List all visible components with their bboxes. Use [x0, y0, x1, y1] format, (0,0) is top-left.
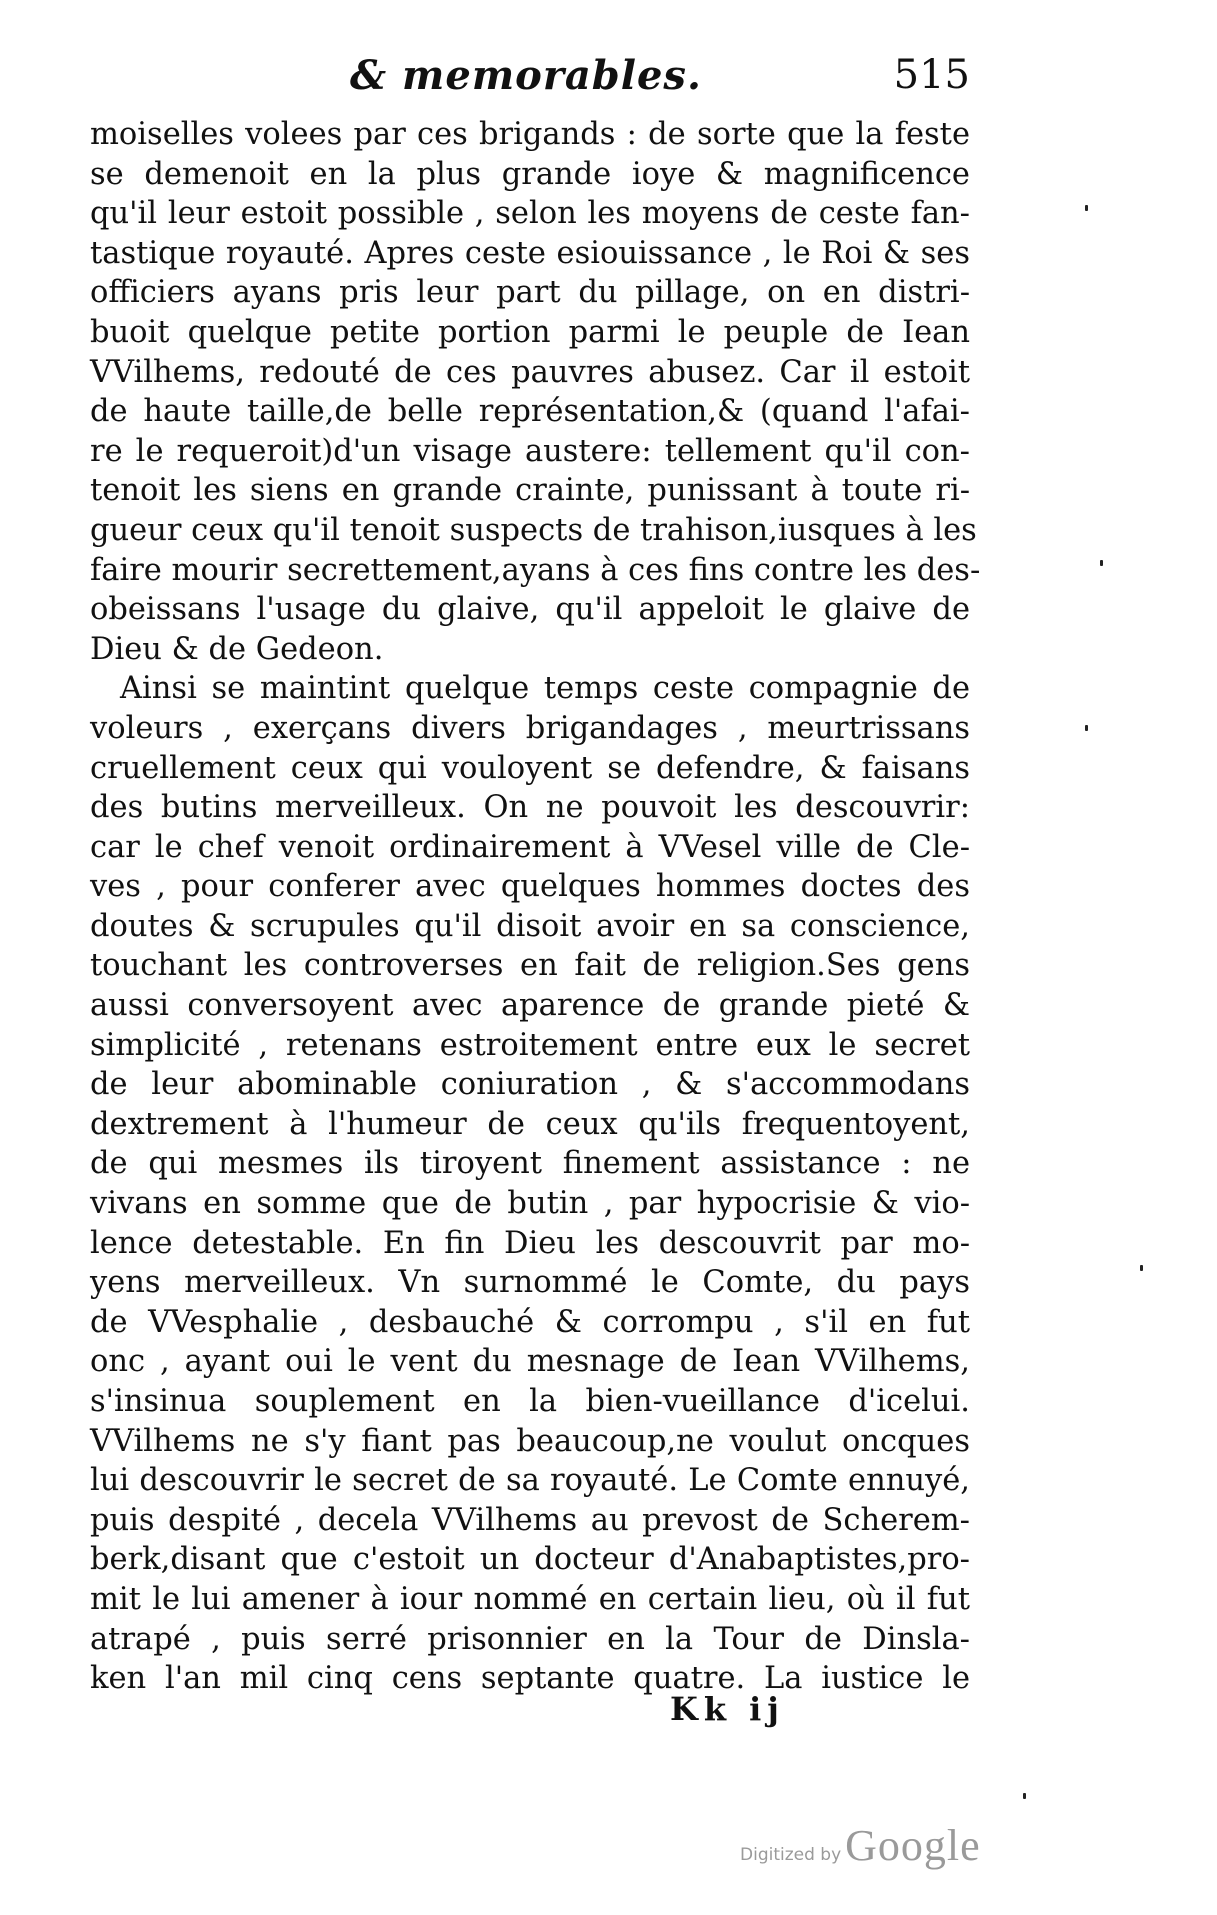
text-line: Ainsi se maintint quelque temps ceste compagnie de — [120, 671, 970, 707]
ink-speck — [1085, 205, 1088, 211]
text-line: re le requeroit)d'un visage austere: tellement qu'il con- — [90, 433, 970, 469]
text-line: lui descouvrir le secret de sa royauté. Le Comte ennuyé, — [90, 1463, 970, 1499]
text-line: qu'il leur estoit possible , selon les moyens de ceste fan- — [90, 196, 970, 232]
text-line: gueur ceux qu'il tenoit suspects de trahison,iusques à les — [90, 512, 977, 548]
page-header — [90, 52, 970, 112]
text-line: de qui mesmes ils tiroyent finement assistance : ne — [90, 1146, 970, 1182]
google-logo: Google — [845, 1821, 981, 1870]
text-line: car le chef venoit ordinairement à VVesel ville de Cle- — [90, 829, 970, 865]
page-number: 515 — [893, 52, 970, 98]
ink-speck — [1023, 1793, 1026, 1799]
text-line: tenoit les siens en grande crainte, punissant à toute ri- — [90, 473, 970, 509]
text-line: doutes & scrupules qu'il disoit avoir en sa conscience, — [90, 908, 970, 944]
text-line: moiselles volees par ces brigands : de sorte que la feste — [90, 117, 970, 152]
text-line: tastique royauté. Apres ceste esiouissance , le Roi & ses — [90, 235, 970, 271]
body-text — [90, 115, 981, 1699]
text-line: yens merveilleux. Vn surnommé le Comte, du pays — [90, 1265, 970, 1301]
text-line: de haute taille,de belle représentation,& (quand l'afai- — [90, 394, 970, 430]
text-line: dextrement à l'humeur de ceux qu'ils frequentoyent, — [90, 1106, 970, 1142]
text-line: onc , ayant oui le vent du mesnage de Iean VVilhems, — [90, 1344, 970, 1380]
text-line: buoit quelque petite portion parmi le peuple de Iean — [90, 314, 970, 350]
ink-speck — [1140, 1265, 1143, 1271]
text-line: cruellement ceux qui vouloyent se defendre, & faisans — [90, 750, 970, 786]
text-line: lence detestable. En fin Dieu les descouvrit par mo- — [90, 1225, 970, 1261]
running-title: & memorables. — [350, 52, 702, 99]
text-line: vivans en somme que de butin , par hypocrisie & vio- — [90, 1186, 970, 1222]
text-line: ves , pour conferer avec quelques hommes doctes des — [90, 869, 970, 905]
digitization-watermark — [740, 1820, 981, 1871]
ink-speck — [1085, 725, 1088, 731]
text-line: berk,disant que c'estoit un docteur d'Anabaptistes,pro- — [90, 1542, 970, 1578]
text-line: faire mourir secrettement,ayans à ces fins contre les des- — [90, 552, 981, 588]
signature-mark: Kk ij — [670, 1690, 785, 1728]
text-line: puis despité , decela VVilhems au prevost de Scherem- — [90, 1502, 970, 1538]
text-line: obeissans l'usage du glaive, qu'il appeloit le glaive de — [90, 592, 970, 628]
text-line: atrapé , puis serré prisonnier en la Tour de Dinsla- — [90, 1621, 970, 1657]
text-line: des butins merveilleux. On ne pouvoit les descouvrir: — [90, 790, 970, 826]
text-line: voleurs , exerçans divers brigandages , meurtrissans — [90, 710, 970, 746]
text-line: VVilhems, redouté de ces pauvres abusez. Car il estoit — [90, 354, 970, 390]
text-line: de VVesphalie , desbauché & corrompu , s'il en fut — [90, 1304, 970, 1340]
ink-speck — [1100, 560, 1103, 566]
text-line: ken l'an mil cinq cens septante quatre. La iustice le — [90, 1661, 970, 1697]
text-line: officiers ayans pris leur part du pillage, on en distri- — [90, 275, 970, 311]
watermark-caption: Digitized by — [740, 1845, 842, 1865]
text-line: mit le lui amener à iour nommé en certain lieu, où il fut — [90, 1581, 970, 1617]
text-line: s'insinua souplement en la bien-vueillance d'icelui. — [90, 1384, 970, 1419]
text-line: Dieu & de Gedeon. — [90, 631, 384, 667]
text-line: touchant les controverses en fait de religion.Ses gens — [90, 948, 970, 984]
text-line: VVilhems ne s'y fiant pas beaucoup,ne voulut oncques — [90, 1423, 970, 1459]
text-line: se demenoit en la plus grande ioye & magnificence — [90, 156, 970, 192]
text-line: simplicité , retenans estroitement entre eux le secret — [90, 1027, 970, 1063]
text-line: aussi conversoyent avec aparence de grande pieté & — [90, 988, 970, 1024]
text-line: de leur abominable coniuration , & s'accommodans — [90, 1067, 970, 1103]
